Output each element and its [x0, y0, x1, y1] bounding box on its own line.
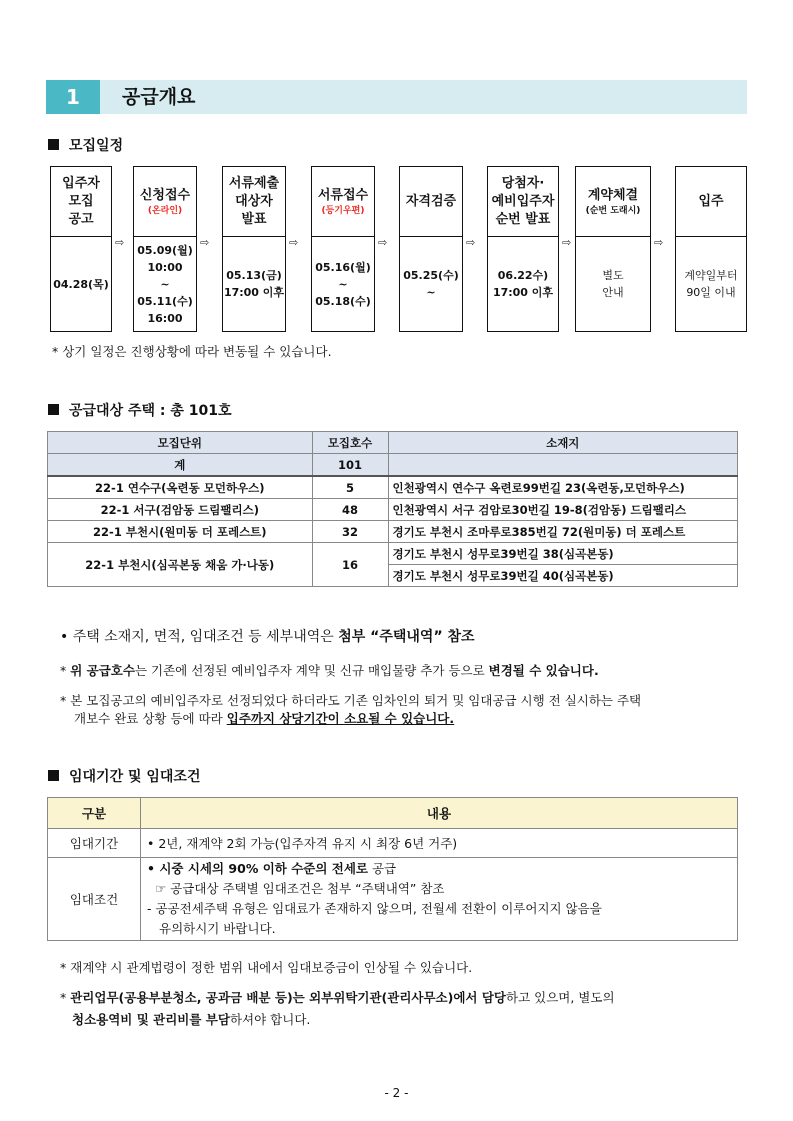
square-bullet-icon	[48, 770, 59, 781]
schedule-step-date	[223, 237, 285, 331]
schedule-step	[575, 166, 651, 332]
supply-heading: 공급대상 주택 : 총 101호	[48, 400, 232, 420]
step-title-line: 발표	[241, 211, 267, 227]
step-date-line: 04.28(목)	[53, 277, 109, 291]
schedule-step-date	[51, 237, 111, 331]
schedule-step-date	[134, 237, 196, 331]
schedule-step-title	[400, 167, 462, 237]
step-title-line: 순번 발표	[495, 211, 551, 227]
step-date-line: ~	[160, 277, 170, 291]
arrow-right-icon: ⇨	[562, 236, 572, 249]
square-bullet-icon	[48, 139, 59, 150]
address-cell: 인천광역시 서구 검암로30번길 19-8(검암동) 드림팰리스	[388, 499, 737, 521]
supply-bullet-note: • 주택 소재지, 면적, 임대조건 등 세부내역은 첨부 “주택내역” 참조	[60, 629, 475, 645]
address-cell: 경기도 부천시 성무로39번길 40(심곡본동)	[388, 565, 737, 587]
arrow-right-icon: ⇨	[378, 236, 388, 249]
supply-note-2: * 본 모집공고의 예비입주자로 선정되었다 하더라도 기존 임차인의 퇴거 및 임대공급 시행 전 실시하는 주택 개보수 완료 상황 등에 따라 입주까지 상당기간이 소요될 수 있습니다.	[60, 693, 642, 726]
schedule-step	[399, 166, 463, 332]
step-subtitle: (등기우편)	[321, 205, 365, 216]
step-title-line: 공고	[68, 211, 94, 227]
schedule-step-title	[51, 167, 111, 237]
schedule-step-title	[676, 167, 746, 237]
step-title-line: 계약체결	[587, 187, 639, 203]
step-subtitle: (순번 도래시)	[585, 205, 641, 216]
page-number: - 2 -	[384, 1086, 409, 1100]
step-date-line: 10:00	[147, 260, 183, 274]
arrow-right-icon: ⇨	[289, 236, 299, 249]
step-date-line: 계약일부터	[684, 269, 738, 282]
schedule-step	[133, 166, 197, 332]
step-date-line: ~	[338, 277, 348, 291]
step-date-line: 05.25(수)	[403, 269, 459, 282]
schedule-step	[487, 166, 559, 332]
count-cell: 32	[312, 521, 388, 543]
count-cell: 48	[312, 499, 388, 521]
schedule-step-title	[576, 167, 650, 237]
schedule-note: * 상기 일정은 진행상황에 따라 변동될 수 있습니다.	[52, 344, 332, 359]
total-label: 계	[48, 454, 313, 477]
step-date-line: 05.13(금)	[226, 269, 282, 282]
schedule-step-title	[312, 167, 374, 237]
schedule-step-date	[400, 237, 462, 331]
arrow-right-icon: ⇨	[200, 236, 210, 249]
step-date-line: 05.09(월)	[137, 243, 193, 257]
step-title-line: 서류접수	[317, 187, 369, 203]
address-cell: 경기도 부천시 성무로39번길 38(심곡본동)	[388, 543, 737, 565]
schedule-step	[311, 166, 375, 332]
schedule-step-title	[488, 167, 558, 237]
square-bullet-icon	[48, 404, 59, 415]
step-date-line: 17:00 이후	[492, 286, 554, 299]
total-row	[48, 454, 738, 477]
unit-cell: 22-1 부천시(원미동 더 포레스트)	[48, 521, 313, 543]
table-row	[48, 521, 738, 543]
step-title-line: 대상자	[235, 193, 273, 209]
header-count: 모집호수	[312, 432, 388, 454]
condition-label: 임대조건	[48, 858, 141, 941]
step-title-line: 입주자	[62, 175, 100, 191]
arrow-right-icon: ⇨	[654, 236, 664, 249]
step-date-line: 안내	[602, 286, 624, 299]
section-number: 1	[46, 80, 100, 114]
schedule-step-title	[223, 167, 285, 237]
count-cell: 5	[312, 476, 388, 499]
schedule-step	[50, 166, 112, 332]
step-title-line: 예비입주자	[491, 193, 555, 209]
period-text: • 2년, 재계약 2회 가능(입주자격 유지 시 최장 6년 거주)	[141, 829, 738, 858]
header-content: 내용	[141, 798, 738, 829]
step-date-line: 05.16(월)	[315, 260, 371, 274]
table-header-row	[48, 798, 738, 829]
lease-heading: 임대기간 및 임대조건	[48, 766, 200, 786]
table-row	[48, 543, 738, 565]
lease-note-2: * 관리업무(공용부분청소, 공과금 배분 등)는 외부위탁기관(관리사무소)에서 담당하고 있으며, 별도의 청소용역비 및 관리비를 부담하셔야 합니다.	[60, 990, 615, 1027]
unit-cell: 22-1 부천시(심곡본동 채움 가·나동)	[48, 543, 313, 587]
supply-note-1: * 위 공급호수는 기존에 선정된 예비입주자 계약 및 신규 매입물량 추가 등으로 변경될 수 있습니다.	[60, 663, 599, 678]
schedule-step-date	[312, 237, 374, 331]
address-cell: 인천광역시 연수구 옥련로99번길 23(옥련동,모던하우스)	[388, 476, 737, 499]
schedule-step-date	[676, 237, 746, 331]
address-cell: 경기도 부천시 조마루로385번길 72(원미동) 더 포레스트	[388, 521, 737, 543]
step-title-line: 모집	[68, 193, 94, 209]
schedule-step-date	[488, 237, 558, 331]
table-row	[48, 499, 738, 521]
total-empty	[388, 454, 737, 477]
header-unit: 모집단위	[48, 432, 313, 454]
unit-cell: 22-1 서구(검암동 드림팰리스)	[48, 499, 313, 521]
step-title-line: 입주	[698, 193, 724, 209]
header-category: 구분	[48, 798, 141, 829]
step-date-line: 별도	[602, 269, 624, 282]
step-date-line: 05.18(수)	[315, 294, 371, 308]
step-date-line: 05.11(수)	[137, 294, 193, 308]
step-subtitle: (온라인)	[147, 205, 183, 216]
arrow-right-icon: ⇨	[466, 236, 476, 249]
step-date-line: ~	[426, 286, 436, 299]
step-date-line: 90일 이내	[686, 286, 736, 299]
header-address: 소재지	[388, 432, 737, 454]
schedule-heading: 모집일정	[48, 135, 123, 155]
condition-text: • 시중 시세의 90% 이하 수준의 전세로 공급 ☞ 공급대상 주택별 임대조건은 첨부 “주택내역” 참조 - 공공전세주택 유형은 임대료가 존재하지 않으며, 전월세 전환이 이루어지지 않음을 유의하시기 바랍니다.	[141, 858, 738, 941]
table-row	[48, 858, 738, 941]
total-count: 101	[312, 454, 388, 477]
unit-cell: 22-1 연수구(옥련동 모던하우스)	[48, 476, 313, 499]
lease-table	[47, 797, 738, 941]
table-row	[48, 476, 738, 499]
section-title: 공급개요	[122, 86, 196, 108]
lease-note-1: * 재계약 시 관계법령이 정한 범위 내에서 임대보증금이 인상될 수 있습니다.	[60, 960, 473, 975]
schedule-step	[222, 166, 286, 332]
schedule-step-title	[134, 167, 196, 237]
table-header-row	[48, 432, 738, 454]
step-date-line: 16:00	[147, 311, 183, 325]
schedule-step-date	[576, 237, 650, 331]
supply-table	[47, 431, 738, 587]
period-label: 임대기간	[48, 829, 141, 858]
count-cell: 16	[312, 543, 388, 587]
step-date-line: 06.22수)	[497, 269, 549, 282]
step-title-line: 서류제출	[228, 175, 280, 191]
arrow-right-icon: ⇨	[115, 236, 125, 249]
step-title-line: 당첨자·	[501, 175, 545, 191]
step-date-line: 17:00 이후	[223, 286, 285, 299]
bullet-dot-icon: •	[60, 629, 69, 645]
table-row	[48, 829, 738, 858]
step-title-line: 신청접수	[139, 187, 191, 203]
step-title-line: 자격검증	[405, 193, 457, 209]
schedule-step	[675, 166, 747, 332]
